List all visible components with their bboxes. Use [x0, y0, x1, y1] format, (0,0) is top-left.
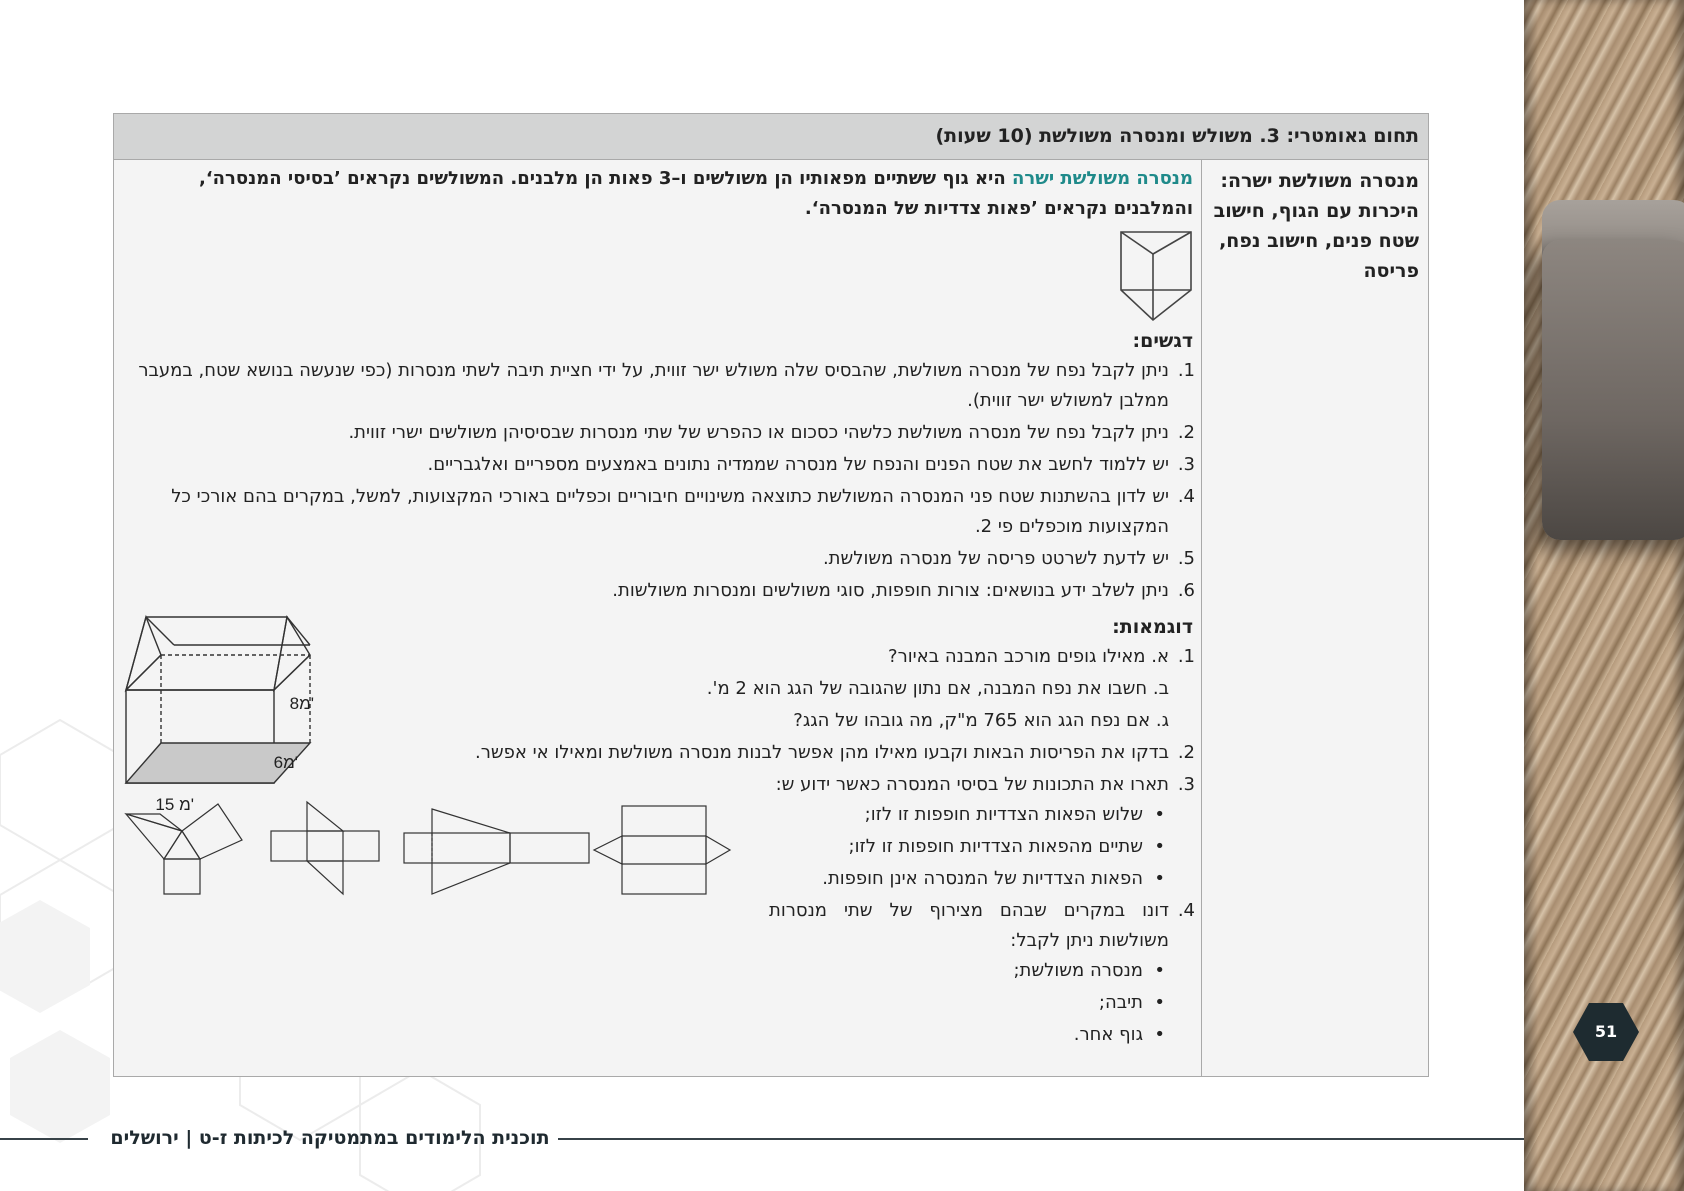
definition-text: היא גוף ששתיים מפאותיו הן משולשים ו–3 פאות הן מלבנים. המשולשים נקראים ’בסיסי המנסרה‘, והמלבנים נקראים ’פאות צדדיות של המנסרה‘. — [198, 168, 1193, 219]
bullet-item: • גוף אחר. — [122, 1020, 1143, 1050]
footer-city: ירושלים — [110, 1127, 179, 1149]
net-figure-1 — [126, 804, 242, 894]
footer-title — [110, 1122, 550, 1154]
list-item: 6. ניתן לשלב ידע בנושאים: צורות חופפות, סוגי משולשים ומנסרות משולשות. — [612, 580, 1195, 601]
page-number: 51 — [1594, 1022, 1618, 1041]
bullet-item: • שלוש הפאות הצדדיות חופפות זו לזו; — [122, 800, 1143, 830]
wooden-cube-image — [1542, 240, 1684, 540]
footer-rule-right — [558, 1138, 1524, 1140]
length-label: 15 מ' — [155, 795, 194, 814]
emphases-title: דגשים: — [1132, 330, 1193, 352]
net-figure-4 — [594, 806, 730, 894]
list-item: 1. א. מאילו גופים מורכב המבנה באיור? ב. חשבו את נפח המבנה, אם נתון שהגובה של הגג הוא 2 מ'. ג. אם נפח הגג הוא 765 מ"ק, מה גובהו של הגג? — [706, 646, 1195, 731]
list-item: 5. יש לדעת לשרטט פריסה של מנסרה משולשת. — [822, 548, 1195, 569]
list-item: 3. יש ללמוד לחשב את שטח הפנים והנפח של מנסרה שממדיה נתונים באמצעים מספריים ואלגבריים. — [427, 454, 1195, 475]
curriculum-table — [113, 113, 1429, 1077]
side-topic-cell — [1201, 160, 1428, 1076]
table-header: תחום גאומטרי: 3. משולש ומנסרה משולשת (10 שעות) — [114, 114, 1428, 160]
list-item: 1. ניתן לקבל נפח של מנסרה משולשת, שהבסיס שלה משולש ישר זווית, על ידי חציית תיבה לשתי מנסרות (כפי שנעשה בנושא שטח, במעבר ממלבן למשולש ישר זווית). — [138, 360, 1195, 411]
list-item: 2. בדקו את הפריסות הבאות וקבעו מאילו מהן אפשר לבנות מנסרה משולשת ומאילו אי אפשר. — [474, 742, 1195, 763]
bullet-item: • שתיים מהפאות הצדדיות חופפות זו לזו; — [122, 832, 1143, 862]
height-label: 8מ' — [289, 694, 314, 713]
footer-separator: | — [185, 1127, 193, 1149]
net-figure-2 — [271, 802, 379, 894]
examples-title: דוגמאות: — [1112, 616, 1193, 638]
side-topic-text: מנסרה משולשת ישרה: היכרות עם הגוף, חישוב שטח פנים, חישוב נפח, פריסה — [1213, 170, 1419, 282]
definition-term: מנסרה משולשת ישרה — [1012, 168, 1193, 189]
footer-program: תוכנית הלימודים במתמטיקה לכיתות ז-ט — [198, 1127, 550, 1149]
bullet-item: • הפאות הצדדיות של המנסרה אינן חופפות. — [122, 864, 1143, 894]
list-item: 3. תארו את התכונות של בסיסי המנסרה כאשר ידוע ש: • שלוש הפאות הצדדיות חופפות זו לזו; • שתיים מהפאות הצדדיות חופפות זו לזו; • הפאות הצדדיות של המנסרה אינן חופפות. — [122, 770, 1169, 894]
list-item: 2. ניתן לקבל נפח של מנסרה משולשת כלשהי כסכום או כהפרש של שתי מנסרות שבסיסיהן משולשים ישרי זווית. — [348, 422, 1195, 443]
wood-panel-shadow — [1524, 0, 1538, 1191]
net-figure-3 — [404, 809, 589, 894]
triangular-prism-figure — [1119, 230, 1193, 322]
bullet-item: • מנסרה משולשת; — [122, 956, 1143, 986]
list-item: 4. דונו במקרים שבהם מצירוף של שתי מנסרות משולשות ניתן לקבל: • מנסרה משולשת; • תיבה; • גוף אחר. — [122, 896, 1169, 1050]
footer-rule-left — [0, 1138, 88, 1140]
bullet-item: • תיבה; — [122, 988, 1143, 1018]
examples-figures — [114, 114, 734, 1078]
list-item: 4. יש לדון בהשתנות שטח פני המנסרה המשולשת כתוצאה משינויים חיבוריים וכפליים באורכי המקצועות, למשל, במקרים בהם אורכי כל המקצועות מוכפלים פי 2. — [171, 486, 1195, 537]
depth-label: 6מ' — [273, 753, 298, 772]
